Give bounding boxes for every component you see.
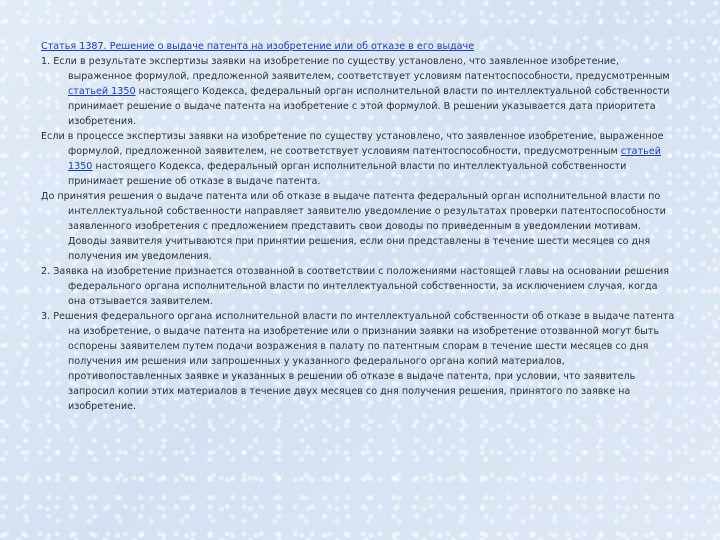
document-body <box>41 39 677 414</box>
article-title[interactable] <box>41 39 677 54</box>
paragraph-5: 3. Решения федерального органа исполнительной власти по интеллектуальной собственности об отказе в выдаче патента на изобретение, о выдаче патента на изобретение или о признании заявки на изобретение отозванной могут быть оспорены заявителем путем подачи возражения в палату по патентным спорам в течение шести месяцев со дня получения им решения или запрошенных у указанного федерального органа копий материалов, противопоставленных заявке и указанных в решении об отказе в выдаче патента, при условии, что заявитель запросил копии этих материалов в течение двух месяцев со дня получения решения, принятого по заявке на изобретение. <box>41 311 675 412</box>
paragraph-3: До принятия решения о выдаче патента или об отказе в выдаче патента федеральный орган исполнительной власти по интеллектуальной собственности направляет заявителю уведомление о результатах проверки патентоспособности заявленного изобретения с предложением представить свои доводы по приведенным в уведомлении мотивам. Доводы заявителя учитываются при принятии решения, если они представлены в течение шести месяцев со дня получения им уведомления. <box>41 191 666 262</box>
paragraph-2: Если в процессе экспертизы заявки на изобретение по существу установлено, что заявленное изобретение, выраженное формулой, предложенной заявителем, не соответствует условиям патентоспособности, предусмотренным статьей 1350 настоящего Кодекса, федеральный орган исполнительной власти по интеллектуальной собственности принимает решение об отказе в выдаче патента. <box>41 131 664 187</box>
article-1350-link-2[interactable]: статьей 1350 <box>68 146 661 172</box>
paragraph-4: 2. Заявка на изобретение признается отозванной в соответствии с положениями настоящей главы на основании решения федерального органа исполнительной власти по интеллектуальной собственности, за исключением случая, когда она отзывается заявителем. <box>41 266 670 307</box>
article-1350-link[interactable]: статьей 1350 <box>68 86 136 97</box>
paragraph-1: 1. Если в результате экспертизы заявки на изобретение по существу установлено, что заявленное изобретение, выраженное формулой, предложенной заявителем, соответствует условиям патентоспособности, предусмотренным статьей 1350 настоящего Кодекса, федеральный орган исполнительной власти по интеллектуальной собственности принимает решение о выдаче патента на изобретение с этой формулой. В решении указывается дата приоритета изобретения. <box>41 56 670 127</box>
article-title-link[interactable]: Статья 1387. Решение о выдаче патента на изобретение или об отказе в его выдаче <box>41 41 475 52</box>
